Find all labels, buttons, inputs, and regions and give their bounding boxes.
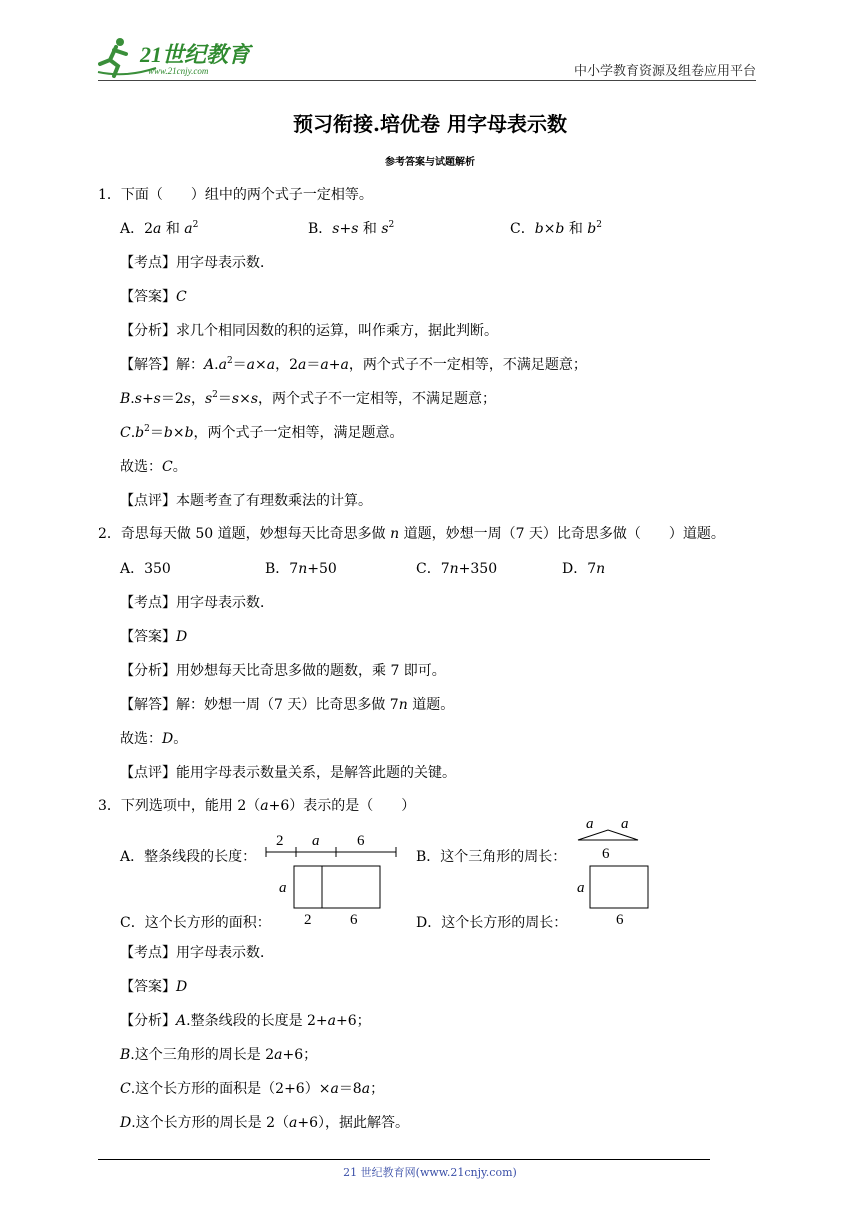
q1-option-a: A．2a 和 $a^2$ [120,220,199,237]
q1-guxuan: 故选：C。 [120,459,187,475]
page-subtitle: 参考答案与试题解析 [385,157,475,168]
q3-fenxi-c: C.这个长方形的面积是（2+6）×a＝8a； [120,1081,385,1097]
q2-option-b: B．7n+50 [265,561,337,577]
q1-jieda-b: B.s+s＝2s，$s^2=s\times s$，两个式子不一定相等，不满足题意； [120,390,496,407]
rect-label: a [577,880,585,896]
q1-answer: 【答案】C [120,289,187,305]
site-logo [96,34,266,80]
q3-fenxi-a: 【分析】A.整条线段的长度是 2+a+6； [120,1013,371,1029]
rect-label: 6 [616,912,624,928]
q3-option-c: C．这个长方形的面积： [120,915,271,931]
q1-jieda-c: $C.b^2=b\times b$，两个式子一定相等，满足题意。 [120,424,404,441]
question-number: 3． [98,798,121,814]
segment-label: a [312,833,320,849]
triangle-label: a [586,816,594,832]
q3-option-a: A．整条线段的长度： [120,849,257,865]
q2-kaodian: 【考点】用字母表示数． [120,595,274,611]
rectangle-c-figure [276,862,386,928]
q2-jieda: 【解答】解：妙想一周（7 天）比奇思多做 7n 道题。 [120,697,455,713]
question-number: 1． [98,187,121,203]
q1-dianping: 【点评】本题考查了有理数乘法的计算。 [120,493,372,509]
q1-kaodian: 【考点】用字母表示数． [120,255,274,271]
question-1-stem: 1．下面（ ）组中的两个式子一定相等。 [98,187,373,203]
footer-divider [98,1159,710,1160]
rectangle-d-figure [574,862,654,928]
runner-logo-icon [96,34,266,80]
q2-dianping: 【点评】能用字母表示数量关系，是解答此题的关键。 [120,765,456,781]
q3-option-b: B．这个三角形的周长： [416,849,567,865]
triangle-label: 6 [602,846,610,862]
question-3-stem: 3．下列选项中，能用 2（a+6）表示的是（ ） [98,798,416,814]
q3-answer: 【答案】D [120,979,188,995]
q1-option-b: B．s+s 和 $s^2$ [308,220,395,237]
rect-label: a [279,880,287,896]
logo-main-text: 21世纪教育 [140,42,251,67]
q1-jieda: 【解答】解：$A.a^2=a\times a$，2a＝a+a，两个式子不一定相等，不满足题意； [120,356,587,373]
footer-link[interactable]: 21 世纪教育网(www.21cnjy.com) [343,1166,517,1179]
triangle-figure [574,812,644,862]
question-2-stem: 2．奇思每天做 50 道题，妙想每天比奇思多做 n 道题，妙想一周（7 天）比奇思多做（ ）道题。 [98,526,725,542]
q1-fenxi: 【分析】求几个相同因数的积的运算，叫作乘方，据此判断。 [120,323,498,339]
header-divider [98,80,756,81]
q1-option-c: C．b×b 和 $b^2$ [510,220,602,237]
header-platform-text: 中小学教育资源及组卷应用平台 [573,64,756,79]
q2-answer: 【答案】D [120,629,188,645]
q2-option-a: A．350 [120,561,171,577]
q2-fenxi: 【分析】用妙想每天比奇思多做的题数，乘 7 即可。 [120,663,446,679]
q2-option-c: C．7n+350 [416,561,498,577]
segment-label: 2 [276,833,284,849]
q2-option-d: D．7n [562,561,606,577]
q3-kaodian: 【考点】用字母表示数． [120,945,274,961]
rect-label: 2 [304,912,312,928]
rect-label: 6 [350,912,358,928]
q3-option-d: D．这个长方形的周长： [416,915,568,931]
segment-figure [262,828,402,860]
page-title: 预习衔接.培优卷 用字母表示数 [293,112,567,136]
q2-guxuan: 故选：D。 [120,731,188,747]
question-number: 2． [98,526,121,542]
logo-url-text: www.21cnjy.com [148,66,209,76]
triangle-label: a [621,816,629,832]
q3-fenxi-d: D.这个长方形的周长是 2（a+6），据此解答。 [120,1115,410,1131]
q3-fenxi-b: B.这个三角形的周长是 2a+6； [120,1047,318,1063]
segment-label: 6 [357,833,365,849]
